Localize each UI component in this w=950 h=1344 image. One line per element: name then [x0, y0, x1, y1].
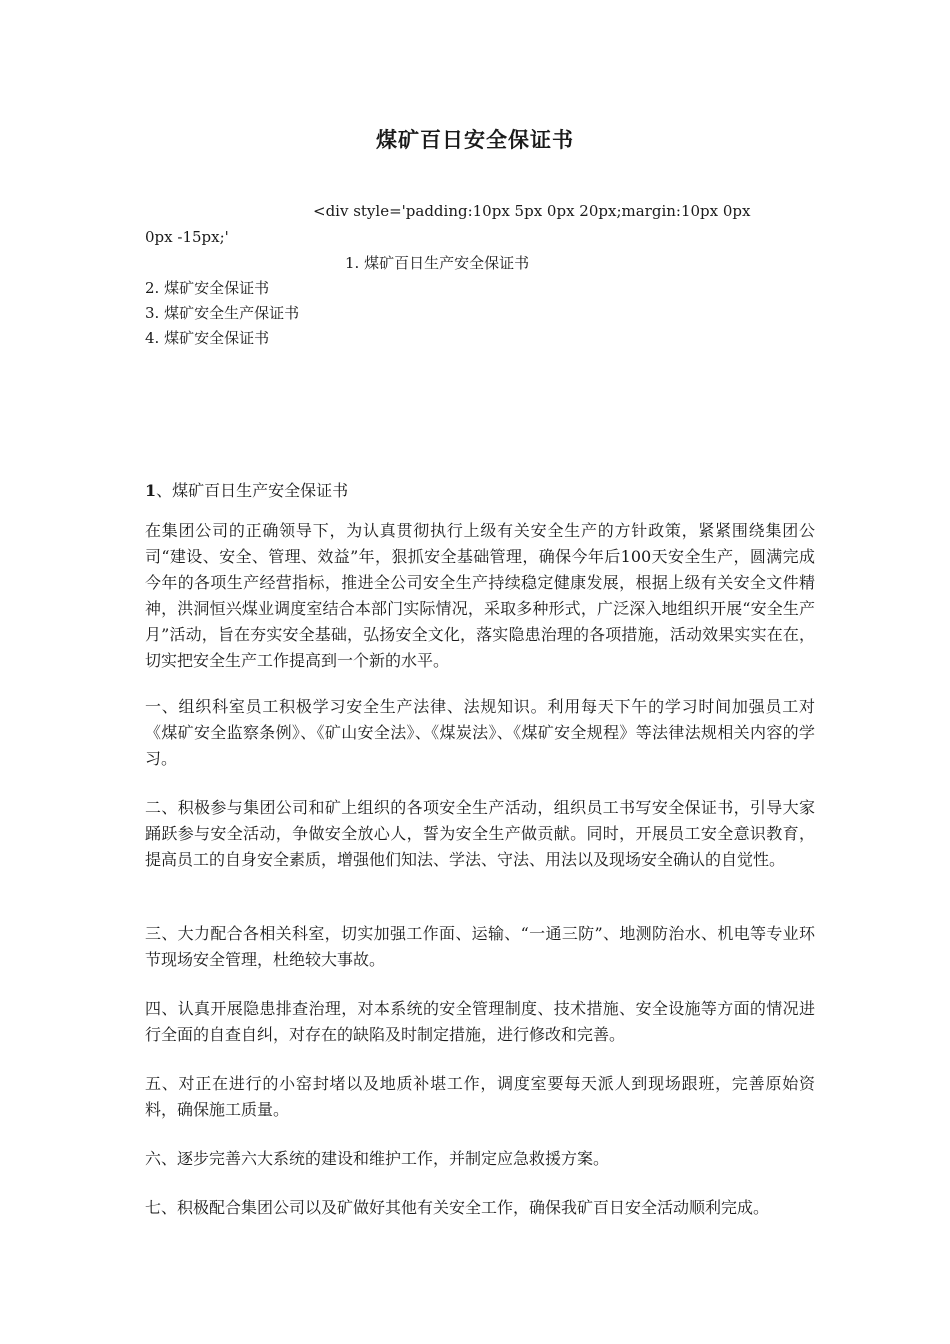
- section-number: 1: [145, 481, 157, 500]
- paragraph-item-7: 七、积极配合集团公司以及矿做好其他有关安全工作，确保我矿百日安全活动顺利完成。: [145, 1198, 770, 1217]
- paragraph-item-1: 一、组织科室员工积极学习安全生产法律、法规知识。利用每天下午的学习时间加强员工对《煤矿安全监察条例》、《矿山安全法》、《煤炭法》、《煤矿安全规程》等法律法规相关内容的学习。: [145, 697, 815, 768]
- intro-paragraph: 在集团公司的正确领导下，为认真贯彻执行上级有关安全生产的方针政策，紧紧围绕集团公司“建设、安全、管理、效益”年，狠抓安全基础管理，确保今年后100天安全生产，圆满完成今年的各项生产经营指标，推进全公司安全生产持续稳定健康发展，根据上级有关安全文件精神，洪洞恒兴煤业调度室结合本部门实际情况，采取多种形式，广泛深入地组织开展“安全生产月”活动，旨在夯实安全基础，弘扬安全文化，落实隐患治理的各项措施，活动效果实实在在，切实把安全生产工作提高到一个新的水平。: [145, 521, 815, 670]
- toc-item-2: 2. 煤矿安全保证书: [145, 279, 270, 297]
- code-text-line-1: <div style='padding:10px 5px 0px 20px;margin:10px 0px: [313, 202, 751, 220]
- section-title: 、煤矿百日生产安全保证书: [156, 481, 349, 500]
- document-title: 煤矿百日安全保证书: [376, 127, 574, 152]
- toc-item-4: 4. 煤矿安全保证书: [145, 329, 270, 347]
- paragraph-item-3: 三、大力配合各相关科室，切实加强工作面、运输、“一通三防”、地测防治水、机电等专业环节现场安全管理，杜绝较大事故。: [145, 924, 815, 969]
- paragraph-item-6: 六、逐步完善六大系统的建设和维护工作，并制定应急救援方案。: [145, 1149, 610, 1168]
- toc-item-1: 1. 煤矿百日生产安全保证书: [345, 254, 530, 272]
- toc-item-3: 3. 煤矿安全生产保证书: [145, 304, 300, 322]
- paragraph-item-4: 四、认真开展隐患排查治理，对本系统的安全管理制度、技术措施、安全设施等方面的情况进行全面的自查自纠，对存在的缺陷及时制定措施，进行修改和完善。: [145, 999, 815, 1044]
- section-heading: [145, 478, 348, 501]
- code-text-line-2: 0px -15px;': [145, 228, 229, 246]
- paragraph-item-2: 二、积极参与集团公司和矿上组织的各项安全生产活动，组织员工书写安全保证书，引导大家踊跃参与安全活动，争做安全放心人，誓为安全生产做贡献。同时，开展员工安全意识教育，提高员工的自身安全素质，增强他们知法、学法、守法、用法以及现场安全确认的自觉性。: [145, 798, 815, 869]
- paragraph-item-5: 五、对正在进行的小窑封堵以及地质补堪工作，调度室要每天派人到现场跟班，完善原始资料，确保施工质量。: [145, 1074, 815, 1119]
